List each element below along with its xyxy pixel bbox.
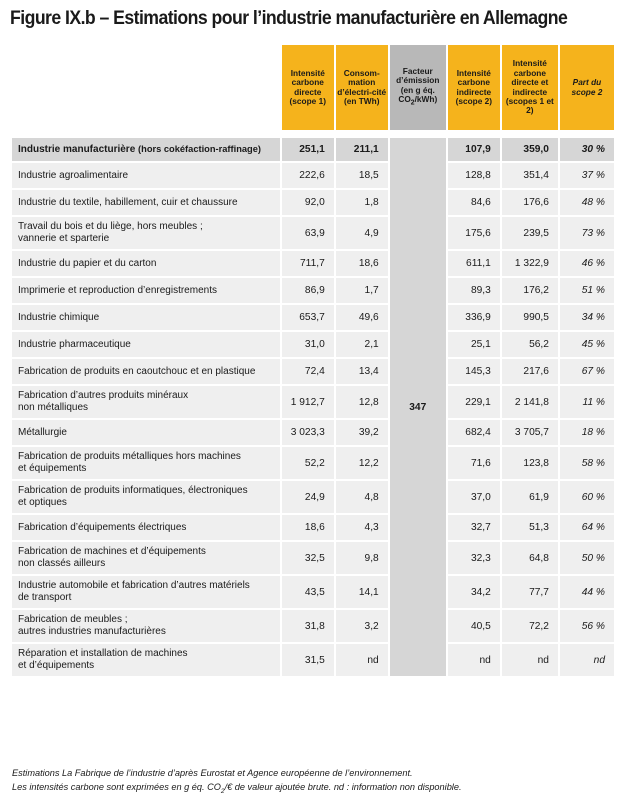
- row-scope12: 217,6: [500, 359, 558, 386]
- table-row: [12, 278, 614, 305]
- footnote-units: [12, 781, 612, 798]
- row-share: 64 %: [558, 515, 614, 542]
- row-electricity: 13,4: [334, 359, 388, 386]
- header-scope2: Intensité carbone indirecte (scope 2): [446, 45, 500, 130]
- row-electricity: 1,8: [334, 190, 388, 217]
- row-label: [12, 278, 280, 305]
- row-scope12: 239,5: [500, 217, 558, 251]
- table-row: [12, 481, 614, 515]
- row-share: 44 %: [558, 576, 614, 610]
- header-spacer: [12, 130, 614, 138]
- footnote-units-sub: 2: [220, 787, 225, 795]
- total-row: [12, 138, 614, 163]
- row-electricity: nd: [334, 644, 388, 678]
- row-share: 60 %: [558, 481, 614, 515]
- row-label-line: Travail du bois et du liège, hors meubles ;: [18, 221, 203, 232]
- row-scope12: 351,4: [500, 163, 558, 190]
- row-scope1: 18,6: [280, 515, 334, 542]
- table-body: [12, 138, 614, 678]
- row-label-line: et d’équipements: [18, 660, 95, 671]
- row-scope2: nd: [446, 644, 500, 678]
- row-label: [12, 190, 280, 217]
- total-row-label: [12, 138, 280, 163]
- row-scope2: 611,1: [446, 251, 500, 278]
- figure-title: Figure IX.b – Estimations pour l’industrie manufacturière en Allemagne: [10, 8, 568, 29]
- row-label-line: Fabrication de meubles ;: [18, 614, 128, 625]
- row-scope1: 72,4: [280, 359, 334, 386]
- header-blank: [12, 45, 280, 130]
- row-scope1: 31,8: [280, 610, 334, 644]
- header-share-scope2: Part du scope 2: [558, 45, 614, 130]
- header-scope12: Intensité carbone directe et indirecte (scopes 1 et 2): [500, 45, 558, 130]
- row-scope12: 3 705,7: [500, 420, 558, 447]
- row-scope1: 43,5: [280, 576, 334, 610]
- row-scope12: 61,9: [500, 481, 558, 515]
- row-share: 11 %: [558, 386, 614, 420]
- row-label-line: Fabrication de produits en caoutchouc et en plastique: [18, 365, 256, 377]
- row-electricity: 4,3: [334, 515, 388, 542]
- row-label: [12, 217, 280, 251]
- row-label-line: et équipements: [18, 463, 87, 474]
- row-share: 73 %: [558, 217, 614, 251]
- table-row: [12, 305, 614, 332]
- row-electricity: 14,1: [334, 576, 388, 610]
- row-label-line: Industrie du textile, habillement, cuir et chaussure: [18, 196, 238, 208]
- table-row: [12, 420, 614, 447]
- emissions-table: [12, 45, 614, 678]
- header-emission-factor: [388, 45, 446, 130]
- row-label: [12, 359, 280, 386]
- header-factor-line1: Facteur d’émission (en g éq.: [396, 65, 440, 95]
- row-electricity: 39,2: [334, 420, 388, 447]
- header-factor-sub: 2: [410, 99, 415, 107]
- row-scope2: 336,9: [446, 305, 500, 332]
- row-scope1: 92,0: [280, 190, 334, 217]
- table-row: [12, 163, 614, 190]
- row-electricity: 49,6: [334, 305, 388, 332]
- row-label-line: Imprimerie et reproduction d’enregistrements: [18, 284, 217, 296]
- row-label: [12, 515, 280, 542]
- table-row: [12, 610, 614, 644]
- row-share: 37 %: [558, 163, 614, 190]
- total-share: 30 %: [558, 138, 614, 163]
- row-label: [12, 332, 280, 359]
- row-share: 56 %: [558, 610, 614, 644]
- footnotes: [12, 767, 612, 798]
- row-scope12: 1 322,9: [500, 251, 558, 278]
- row-scope2: 71,6: [446, 447, 500, 481]
- row-scope12: 64,8: [500, 542, 558, 576]
- row-scope2: 37,0: [446, 481, 500, 515]
- row-label-line: Fabrication d’autres produits minéraux: [18, 390, 189, 401]
- row-label-line: Fabrication de produits métalliques hors machines: [18, 451, 241, 462]
- row-scope1: 3 023,3: [280, 420, 334, 447]
- row-label-line: Fabrication d’équipements électriques: [18, 521, 187, 533]
- table-row: [12, 447, 614, 481]
- row-label-line: autres industries manufacturières: [18, 626, 166, 637]
- row-scope1: 31,0: [280, 332, 334, 359]
- row-scope1: 52,2: [280, 447, 334, 481]
- row-electricity: 9,8: [334, 542, 388, 576]
- row-electricity: 18,5: [334, 163, 388, 190]
- row-label-line: non classés ailleurs: [18, 558, 106, 569]
- row-scope2: 25,1: [446, 332, 500, 359]
- table-row: [12, 515, 614, 542]
- row-electricity: 1,7: [334, 278, 388, 305]
- row-label-line: Métallurgie: [18, 426, 67, 438]
- row-scope1: 222,6: [280, 163, 334, 190]
- header-electricity: Consom-mation d’électri-cité (en TWh): [334, 45, 388, 130]
- total-scope2: 107,9: [446, 138, 500, 163]
- total-scope12: 359,0: [500, 138, 558, 163]
- row-scope2: 145,3: [446, 359, 500, 386]
- row-electricity: 4,8: [334, 481, 388, 515]
- row-scope2: 40,5: [446, 610, 500, 644]
- row-label: [12, 644, 280, 678]
- row-scope1: 63,9: [280, 217, 334, 251]
- row-share: 45 %: [558, 332, 614, 359]
- row-label: [12, 447, 280, 481]
- row-scope12: 77,7: [500, 576, 558, 610]
- table-row: [12, 542, 614, 576]
- row-scope1: 24,9: [280, 481, 334, 515]
- row-electricity: 4,9: [334, 217, 388, 251]
- emission-factor-value: 347: [409, 401, 427, 413]
- row-label-line: vannerie et sparterie: [18, 233, 110, 244]
- row-scope2: 84,6: [446, 190, 500, 217]
- row-label: [12, 251, 280, 278]
- table-row: [12, 251, 614, 278]
- row-scope2: 32,7: [446, 515, 500, 542]
- header-scope1: Intensité carbone directe (scope 1): [280, 45, 334, 130]
- row-label: [12, 386, 280, 420]
- row-share: 50 %: [558, 542, 614, 576]
- header-factor-unit: /kWh): [414, 94, 438, 105]
- row-scope12: 990,5: [500, 305, 558, 332]
- row-label-line: et optiques: [18, 497, 67, 508]
- table-row: [12, 644, 614, 678]
- footnote-source: Estimations La Fabrique de l’industrie d’après Eurostat et Agence européenne de l’environnement.: [12, 768, 413, 778]
- row-label-line: Industrie chimique: [18, 311, 100, 323]
- row-scope2: 229,1: [446, 386, 500, 420]
- row-share: 46 %: [558, 251, 614, 278]
- total-electricity: 211,1: [334, 138, 388, 163]
- row-scope12: 176,6: [500, 190, 558, 217]
- row-scope2: 128,8: [446, 163, 500, 190]
- row-label-line: Industrie agroalimentaire: [18, 169, 129, 181]
- row-label: [12, 305, 280, 332]
- total-label-suffix: (hors cokéfaction-raffinage): [138, 144, 261, 154]
- row-scope1: 86,9: [280, 278, 334, 305]
- row-electricity: 12,8: [334, 386, 388, 420]
- row-label: [12, 610, 280, 644]
- row-label-line: Industrie pharmaceutique: [18, 338, 131, 350]
- row-share: 18 %: [558, 420, 614, 447]
- row-label-line: Industrie automobile et fabrication d’autres matériels: [18, 580, 250, 591]
- row-scope1: 31,5: [280, 644, 334, 678]
- row-share: 34 %: [558, 305, 614, 332]
- row-electricity: 3,2: [334, 610, 388, 644]
- header-factor-co: CO: [398, 94, 411, 105]
- row-electricity: 18,6: [334, 251, 388, 278]
- row-scope12: 2 141,8: [500, 386, 558, 420]
- row-scope2: 682,4: [446, 420, 500, 447]
- row-share: 58 %: [558, 447, 614, 481]
- row-label: [12, 163, 280, 190]
- row-label-line: non métalliques: [18, 402, 89, 413]
- table-row: [12, 576, 614, 610]
- row-label-line: de transport: [18, 592, 72, 603]
- row-scope12: 51,3: [500, 515, 558, 542]
- table-row: [12, 386, 614, 420]
- row-label: [12, 420, 280, 447]
- footnote-units-post: /€ de valeur ajoutée brute. nd : information non disponible.: [224, 781, 462, 792]
- row-scope12: 56,2: [500, 332, 558, 359]
- row-share: nd: [558, 644, 614, 678]
- row-label-line: Fabrication de machines et d’équipements: [18, 546, 206, 557]
- row-label-line: Industrie du papier et du carton: [18, 257, 157, 269]
- row-label-line: Réparation et installation de machines: [18, 648, 188, 659]
- footnote-units-pre: Les intensités carbone sont exprimées en g éq. CO: [12, 781, 221, 792]
- row-share: 48 %: [558, 190, 614, 217]
- row-label-line: Fabrication de produits informatiques, électroniques: [18, 485, 248, 496]
- table-header-row: [12, 45, 614, 130]
- row-scope12: nd: [500, 644, 558, 678]
- row-scope1: 1 912,7: [280, 386, 334, 420]
- row-scope12: 176,2: [500, 278, 558, 305]
- row-label: [12, 481, 280, 515]
- row-share: 67 %: [558, 359, 614, 386]
- row-scope12: 72,2: [500, 610, 558, 644]
- row-electricity: 2,1: [334, 332, 388, 359]
- table-row: [12, 217, 614, 251]
- table-row: [12, 332, 614, 359]
- row-scope2: 89,3: [446, 278, 500, 305]
- row-label: [12, 576, 280, 610]
- row-scope1: 653,7: [280, 305, 334, 332]
- row-scope2: 175,6: [446, 217, 500, 251]
- total-label-main: Industrie manufacturière: [18, 144, 136, 155]
- row-scope1: 711,7: [280, 251, 334, 278]
- emission-factor-cell: [388, 138, 446, 678]
- row-scope2: 34,2: [446, 576, 500, 610]
- row-electricity: 12,2: [334, 447, 388, 481]
- table-row: [12, 190, 614, 217]
- row-scope1: 32,5: [280, 542, 334, 576]
- row-scope2: 32,3: [446, 542, 500, 576]
- row-scope12: 123,8: [500, 447, 558, 481]
- total-scope1: 251,1: [280, 138, 334, 163]
- table-row: [12, 359, 614, 386]
- row-label: [12, 542, 280, 576]
- row-share: 51 %: [558, 278, 614, 305]
